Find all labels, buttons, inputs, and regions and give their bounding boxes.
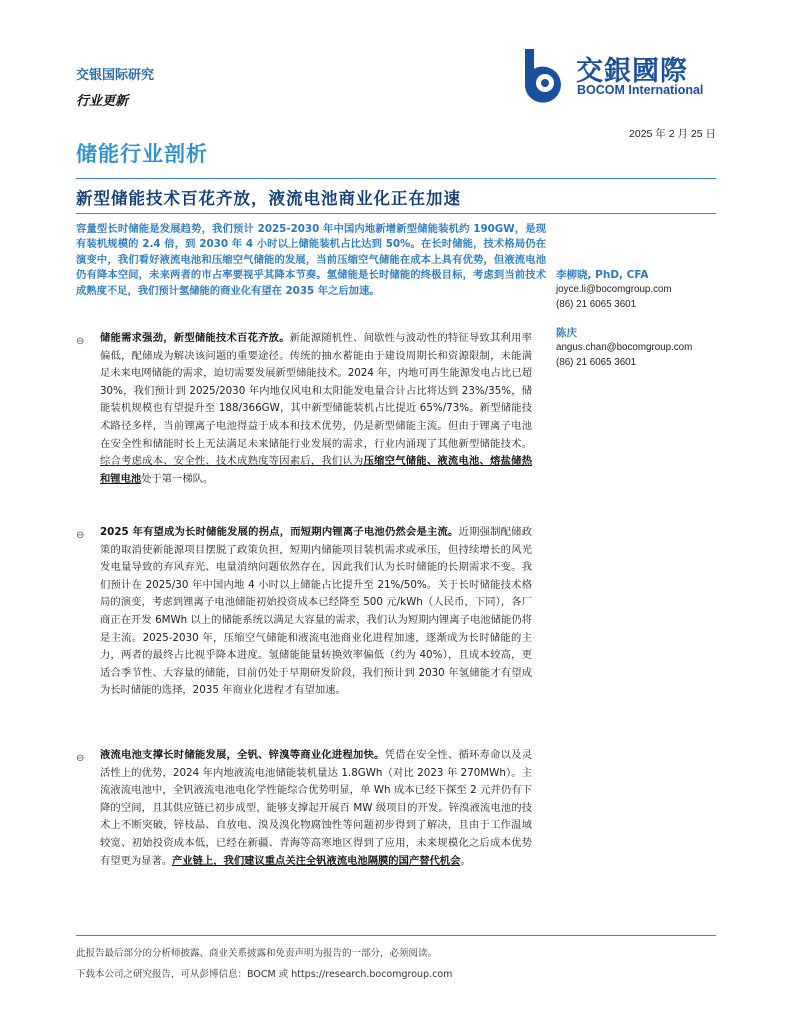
- paragraph-tail: 。: [460, 854, 471, 867]
- paragraph-body: 近期强制配储政策的取消使新能源项目摆脱了政策负担，短期内储能项目装机需求或承压，但持续增长的风光发电量导致的弃风弃光、电量消纳问题依然存在，因此我们认为长时储能的长期需求不变。我们预计在 2025/30 年中国内地 4 小时以上储能占比提升至 21%/50%。关于长时储能技术格局的演变，考虑到锂离子电池储能初始投资成本已经降至 500 元/kWh（人民币，下同），各厂商正在开发 6MWh 以上的储能系统以满足大容量的需求，我们认为短期内锂离子电池储能仍将是主流。2025-2030 年，压缩空气储能和液流电池商业化进程加速，逐渐成为长时储能的主力，两者的最终占比视乎降本进度。氢储能能量转换效率偏低（约为 40%），且成本较高，更适合季节性、大容量的储能，目前仍处于早期研发阶段，我们预计到 2030 年氢储能才有望成为长时储能的选择，2035 年商业化进程才有望加速。: [100, 526, 532, 697]
- paragraph-underlined: 综合考虑成本、安全性、技术成熟度等因素后，我们认为: [100, 455, 364, 468]
- bocom-logo-icon: [519, 47, 571, 103]
- paragraph-body: 新能源随机性、间歇性与波动性的特征导致其利用率偏低，配储成为解决该问题的重要途径。传统的抽水蓄能由于建设周期长和资源限制，未能满足未来电网储能的需求，迫切需要发展新型储能技术。2024 年，内地可再生能源发电占比已超 30%，我们预计到 2025/2030 年内地仅风电和太阳能发电量合计占比将达到 23%/35%，储能装机规模也有望提升至 188/366GW，其中新型储能装机占比提近 65%/73%。新型储能技术路径多样，当前锂离子电池得益于成本和技术优势，仍是新型储能主流。但由于锂离子电池在安全性和储能时长上无法满足未来储能行业发展的需求，行业内涌现了其他新型储能技术。: [100, 332, 532, 450]
- paragraph-tail: 处于第一梯队。: [141, 472, 214, 485]
- title-divider: [76, 178, 716, 179]
- paragraph-lead: 2025 年有望成为长时储能发展的拐点，而短期内锂离子电池仍然会是主流。: [100, 526, 459, 538]
- report-header: [76, 64, 154, 109]
- report-type: 行业更新: [76, 94, 129, 109]
- subtitle-divider: [76, 213, 716, 214]
- body-paragraph: [100, 524, 532, 700]
- bocom-logo: [519, 47, 719, 103]
- analyst-entry: [556, 268, 726, 312]
- analyst-email[interactable]: angus.chan@bocomgroup.com: [556, 342, 693, 353]
- bullet-icon: ⊖: [76, 753, 85, 764]
- report-subtitle: 新型储能技术百花齐放，液流电池商业化正在加速: [76, 189, 461, 208]
- analyst-name: 陈庆: [556, 327, 577, 339]
- footer-divider: [76, 935, 716, 936]
- analyst-phone: (86) 21 6065 3601: [556, 299, 637, 310]
- paragraph-underlined-bold: 产业链上，我们建议重点关注全钒液流电池隔膜的国产替代机会: [172, 854, 461, 867]
- logo-chinese-text: 交銀國際: [576, 56, 688, 87]
- paragraph-lead: 液流电池支撑长时储能发展，全钒、锌溴等商业化进程加快。: [100, 749, 385, 761]
- bullet-icon: ⊖: [76, 530, 85, 541]
- bullet-icon: ⊖: [76, 336, 85, 347]
- report-title: 储能行业剖析: [76, 142, 208, 166]
- analyst-panel: [556, 268, 726, 384]
- footer-disclaimer: 此报告最后部分的分析师披露、商业关系披露和免责声明为报告的一部分，必须阅读。: [76, 948, 438, 959]
- body-paragraph: [100, 330, 532, 488]
- logo-english-text: BOCOM International: [577, 83, 704, 97]
- body-paragraph: [100, 747, 532, 870]
- summary-text: 容量型长时储能是发展趋势，我们预计 2025-2030 年中国内地新增新型储能装机约 190GW，是现有装机规模的 2.4 倍，到 2030 年 4 小时以上储能装机占比达到 50%。在长时储能，技术格局仍在演变中，我们看好液流电池和压缩空气储能的发展，当前压缩空气储能在成本上具有优势，但液流电池仍有降本空间，未来两者的市占率要视乎其降本节奏。氢储能是长时储能的终极目标，考虑到当前技术成熟度不足，我们预计氢储能的商业化有望在 2035 年之后加速。: [76, 223, 546, 297]
- paragraph-underlined-bold: 压缩空气储能、液流电池、熔盐储热和锂电池: [100, 455, 533, 485]
- org-name: 交银国际研究: [76, 68, 155, 83]
- paragraph-lead: 储能需求强劲，新型储能技术百花齐放。: [100, 332, 290, 344]
- analyst-name: 李柳晓, PhD, CFA: [556, 269, 649, 281]
- analyst-phone: (86) 21 6065 3601: [556, 357, 637, 368]
- analyst-email[interactable]: joyce.li@bocomgroup.com: [556, 284, 672, 295]
- analyst-entry: [556, 326, 726, 370]
- footer-download: 下载本公司之研究报告，可从彭博信息：BOCM 或 https://research.bocomgroup.com: [76, 969, 453, 980]
- report-date: 2025 年 2 月 25 日: [629, 128, 716, 140]
- paragraph-body: 凭借在安全性、循环寿命以及灵活性上的优势，2024 年内地液流电池储能装机量达 1.8GWh（对比 2023 年 270MWh）。主流液流电池中，全钒液流电池电化学性能综合优势明显，单 Wh 成本已经下探至 2 元并仍有下降的空间，且其供应链已初步成型，能够支撑起开展百 MW 级项目的开发。锌溴液流电池的技术上不断突破，锌枝晶、自放电、溴及溴化物腐蚀性等问题初步得到了解决，且由于工作温域较宽、初始投资成本低，已经在新疆、青海等高寒地区得到了应用，未来规模化之后成本优势有望更为显著。: [100, 749, 533, 867]
